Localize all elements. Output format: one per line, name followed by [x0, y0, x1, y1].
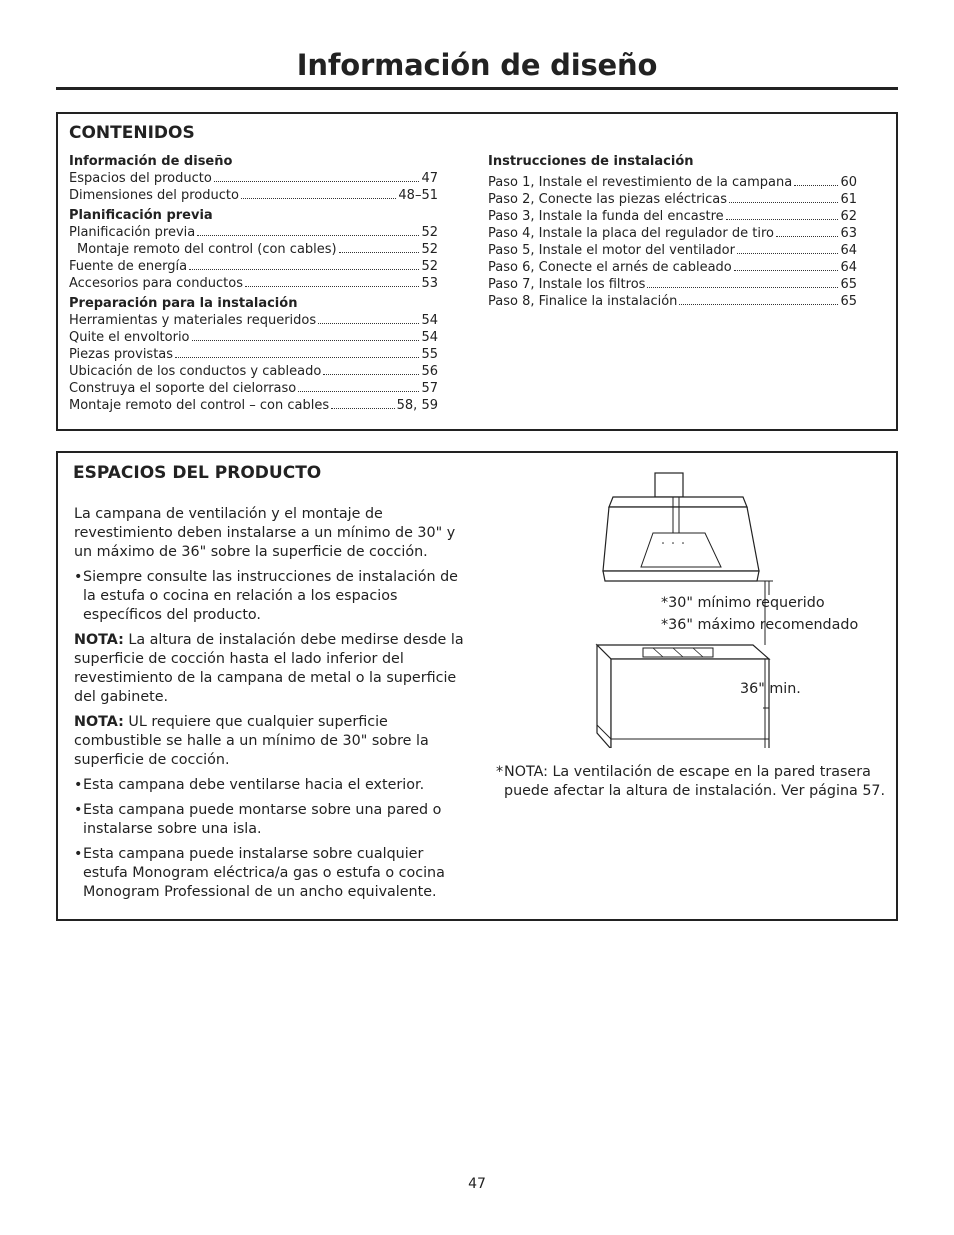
- bullet-item: • Esta campana puede montarse sobre una pared o instalarse sobre una isla.: [74, 802, 442, 837]
- toc-entry-page: 65: [840, 294, 857, 309]
- contents-box: [56, 112, 898, 431]
- toc-entry-page: 61: [840, 192, 857, 207]
- cabinet-min-label: 36" min.: [740, 681, 801, 697]
- toc-section-title: Planificación previa: [69, 208, 213, 223]
- hood-top: [609, 497, 747, 507]
- toc-entry-label: Paso 3, Instale la funda del encastre: [488, 209, 724, 224]
- intro-paragraph: La campana de ventilación y el montaje de revestimiento deben instalarse a un mínimo de 30" y un máximo de 36" sobre la superficie de cocción.: [74, 506, 456, 560]
- toc-entry: [69, 258, 438, 275]
- dot-leader: [189, 269, 419, 270]
- toc-entry: [69, 224, 438, 241]
- toc-entry-label: Quite el envoltorio: [69, 330, 190, 345]
- dot-leader: [734, 270, 839, 271]
- toc-entry-page: 56: [421, 364, 438, 379]
- toc-entry-label: Planificación previa: [69, 225, 196, 240]
- product-text: [74, 505, 466, 908]
- toc-entry-label: Construya el soporte del cielorraso: [69, 381, 297, 396]
- toc-entry: [69, 241, 438, 258]
- dot-leader: [241, 198, 396, 199]
- dot-leader: [726, 219, 839, 220]
- toc-entry-page: 60: [840, 175, 857, 190]
- toc-entry-label: Dimensiones del producto: [69, 188, 239, 203]
- toc-entry-label: Montaje remoto del control (con cables): [77, 242, 337, 257]
- toc-entry-page: 52: [421, 259, 438, 274]
- toc-entry-page: 62: [840, 209, 857, 224]
- dot-leader: [729, 202, 838, 203]
- toc-entry: [69, 346, 438, 363]
- contents-heading: CONTENIDOS: [69, 123, 195, 143]
- toc-entry-page: 55: [421, 347, 438, 362]
- toc-entry: [488, 225, 857, 242]
- dot-leader: [794, 185, 838, 186]
- dot-leader: [245, 286, 419, 287]
- dot-leader: [192, 340, 420, 341]
- toc-entry: [69, 312, 438, 329]
- toc-entry: [69, 275, 438, 292]
- page-title: Información de diseño: [296, 48, 658, 82]
- dot-leader: [197, 235, 419, 236]
- toc-entry-page: 47: [421, 171, 438, 186]
- nota-paragraph: NOTA: UL requiere que cualquier superficie combustible se halle a un mínimo de 30" sobre la superficie de cocción.: [74, 714, 429, 768]
- product-heading: ESPACIOS DEL PRODUCTO: [73, 463, 322, 483]
- toc-entry: [69, 187, 438, 204]
- title-rule: [56, 87, 898, 90]
- dot-leader: [214, 181, 420, 182]
- toc-entry-label: Paso 2, Conecte las piezas eléctricas: [488, 192, 727, 207]
- toc-entry-page: 54: [421, 330, 438, 345]
- dot-leader: [323, 374, 419, 375]
- toc-entry-label: Paso 5, Instale el motor del ventilador: [488, 243, 735, 258]
- toc-entry-page: 64: [840, 260, 857, 275]
- toc-entry-label: Accesorios para conductos: [69, 276, 243, 291]
- toc-right-column: [488, 150, 857, 310]
- toc-entry-label: Paso 6, Conecte el arnés de cableado: [488, 260, 732, 275]
- toc-entry-label: Herramientas y materiales requeridos: [69, 313, 317, 328]
- cabinet-front: [611, 659, 769, 748]
- dot-leader: [318, 323, 419, 324]
- toc-entry: [488, 242, 857, 259]
- dot-leader: [175, 357, 419, 358]
- toc-entry-label: Montaje remoto del control – con cables: [69, 398, 330, 413]
- toc-entry-page: 52: [421, 242, 438, 257]
- max-clearance-label: *36" máximo recomendado: [661, 617, 859, 633]
- toc-entry-label: Paso 7, Instale los filtros: [488, 277, 646, 292]
- page-number: 47: [468, 1176, 486, 1192]
- toc-entry-label: Paso 8, Finalice la instalación: [488, 294, 678, 309]
- toc-section-title: Instrucciones de instalación: [488, 154, 694, 169]
- toc-entry: [69, 329, 438, 346]
- toc-entry: [69, 170, 438, 187]
- toc-entry-label: Paso 1, Instale el revestimiento de la campana: [488, 175, 793, 190]
- toc-entry-label: Ubicación de los conductos y cableado: [69, 364, 322, 379]
- toc-entry-page: 53: [421, 276, 438, 291]
- toc-entry-page: 63: [840, 226, 857, 241]
- dot-leader: [331, 408, 395, 409]
- toc-entry-page: 52: [421, 225, 438, 240]
- toc-entry: [488, 191, 857, 208]
- dot-leader: [339, 252, 420, 253]
- toc-entry: [488, 276, 857, 293]
- hood-rim: [603, 571, 759, 581]
- bullet-item: • Esta campana debe ventilarse hacia el exterior.: [74, 777, 425, 793]
- toc-entry-page: 57: [421, 381, 438, 396]
- footnote: * NOTA: La ventilación de escape en la pared trasera puede afectar la altura de instalación. Ver página 57.: [496, 764, 886, 799]
- toc-entry-label: Espacios del producto: [69, 171, 212, 186]
- min-clearance-label: *30" mínimo requerido: [661, 595, 825, 611]
- toc-entry-page: 64: [840, 243, 857, 258]
- toc-entry-page: 65: [840, 277, 857, 292]
- dot-leader: [679, 304, 838, 305]
- product-clearances-box: [56, 451, 898, 921]
- toc-entry-label: Piezas provistas: [69, 347, 174, 362]
- toc-entry-page: 54: [421, 313, 438, 328]
- toc-section-title: Información de diseño: [69, 154, 233, 169]
- dot-leader: [737, 253, 839, 254]
- toc-entry: [488, 208, 857, 225]
- toc-entry: [69, 363, 438, 380]
- toc-entry-label: Paso 4, Instale la placa del regulador de tiro: [488, 226, 774, 241]
- toc-entry-label: Fuente de energía: [69, 259, 188, 274]
- toc-section-title: Preparación para la instalación: [69, 296, 298, 311]
- toc-entry: [488, 174, 857, 191]
- toc-entry: [69, 397, 438, 414]
- bullet-item: • Esta campana puede instalarse sobre cualquier estufa Monogram eléctrica/a gas o estufa o cocina Monogram Professional de un ancho equivalente.: [74, 846, 445, 900]
- toc-entry-page: 58, 59: [396, 398, 438, 413]
- toc-entry-page: 48–51: [398, 188, 438, 203]
- bullet-item: • Siempre consulte las instrucciones de instalación de la estufa o cocina en relación a los espacios específicos del producto.: [74, 569, 458, 623]
- hood-chimney: [655, 473, 683, 497]
- toc-entry: [488, 259, 857, 276]
- dot-leader: [647, 287, 838, 288]
- toc-entry: [69, 380, 438, 397]
- dot-leader: [298, 391, 419, 392]
- toc-left-column: [69, 150, 438, 414]
- dot-leader: [776, 236, 838, 237]
- toc-entry: [488, 293, 857, 310]
- nota-paragraph: NOTA: La altura de instalación debe medirse desde la superficie de cocción hasta el lado inferior del revestimiento de la campana de metal o la superficie del gabinete.: [74, 632, 464, 705]
